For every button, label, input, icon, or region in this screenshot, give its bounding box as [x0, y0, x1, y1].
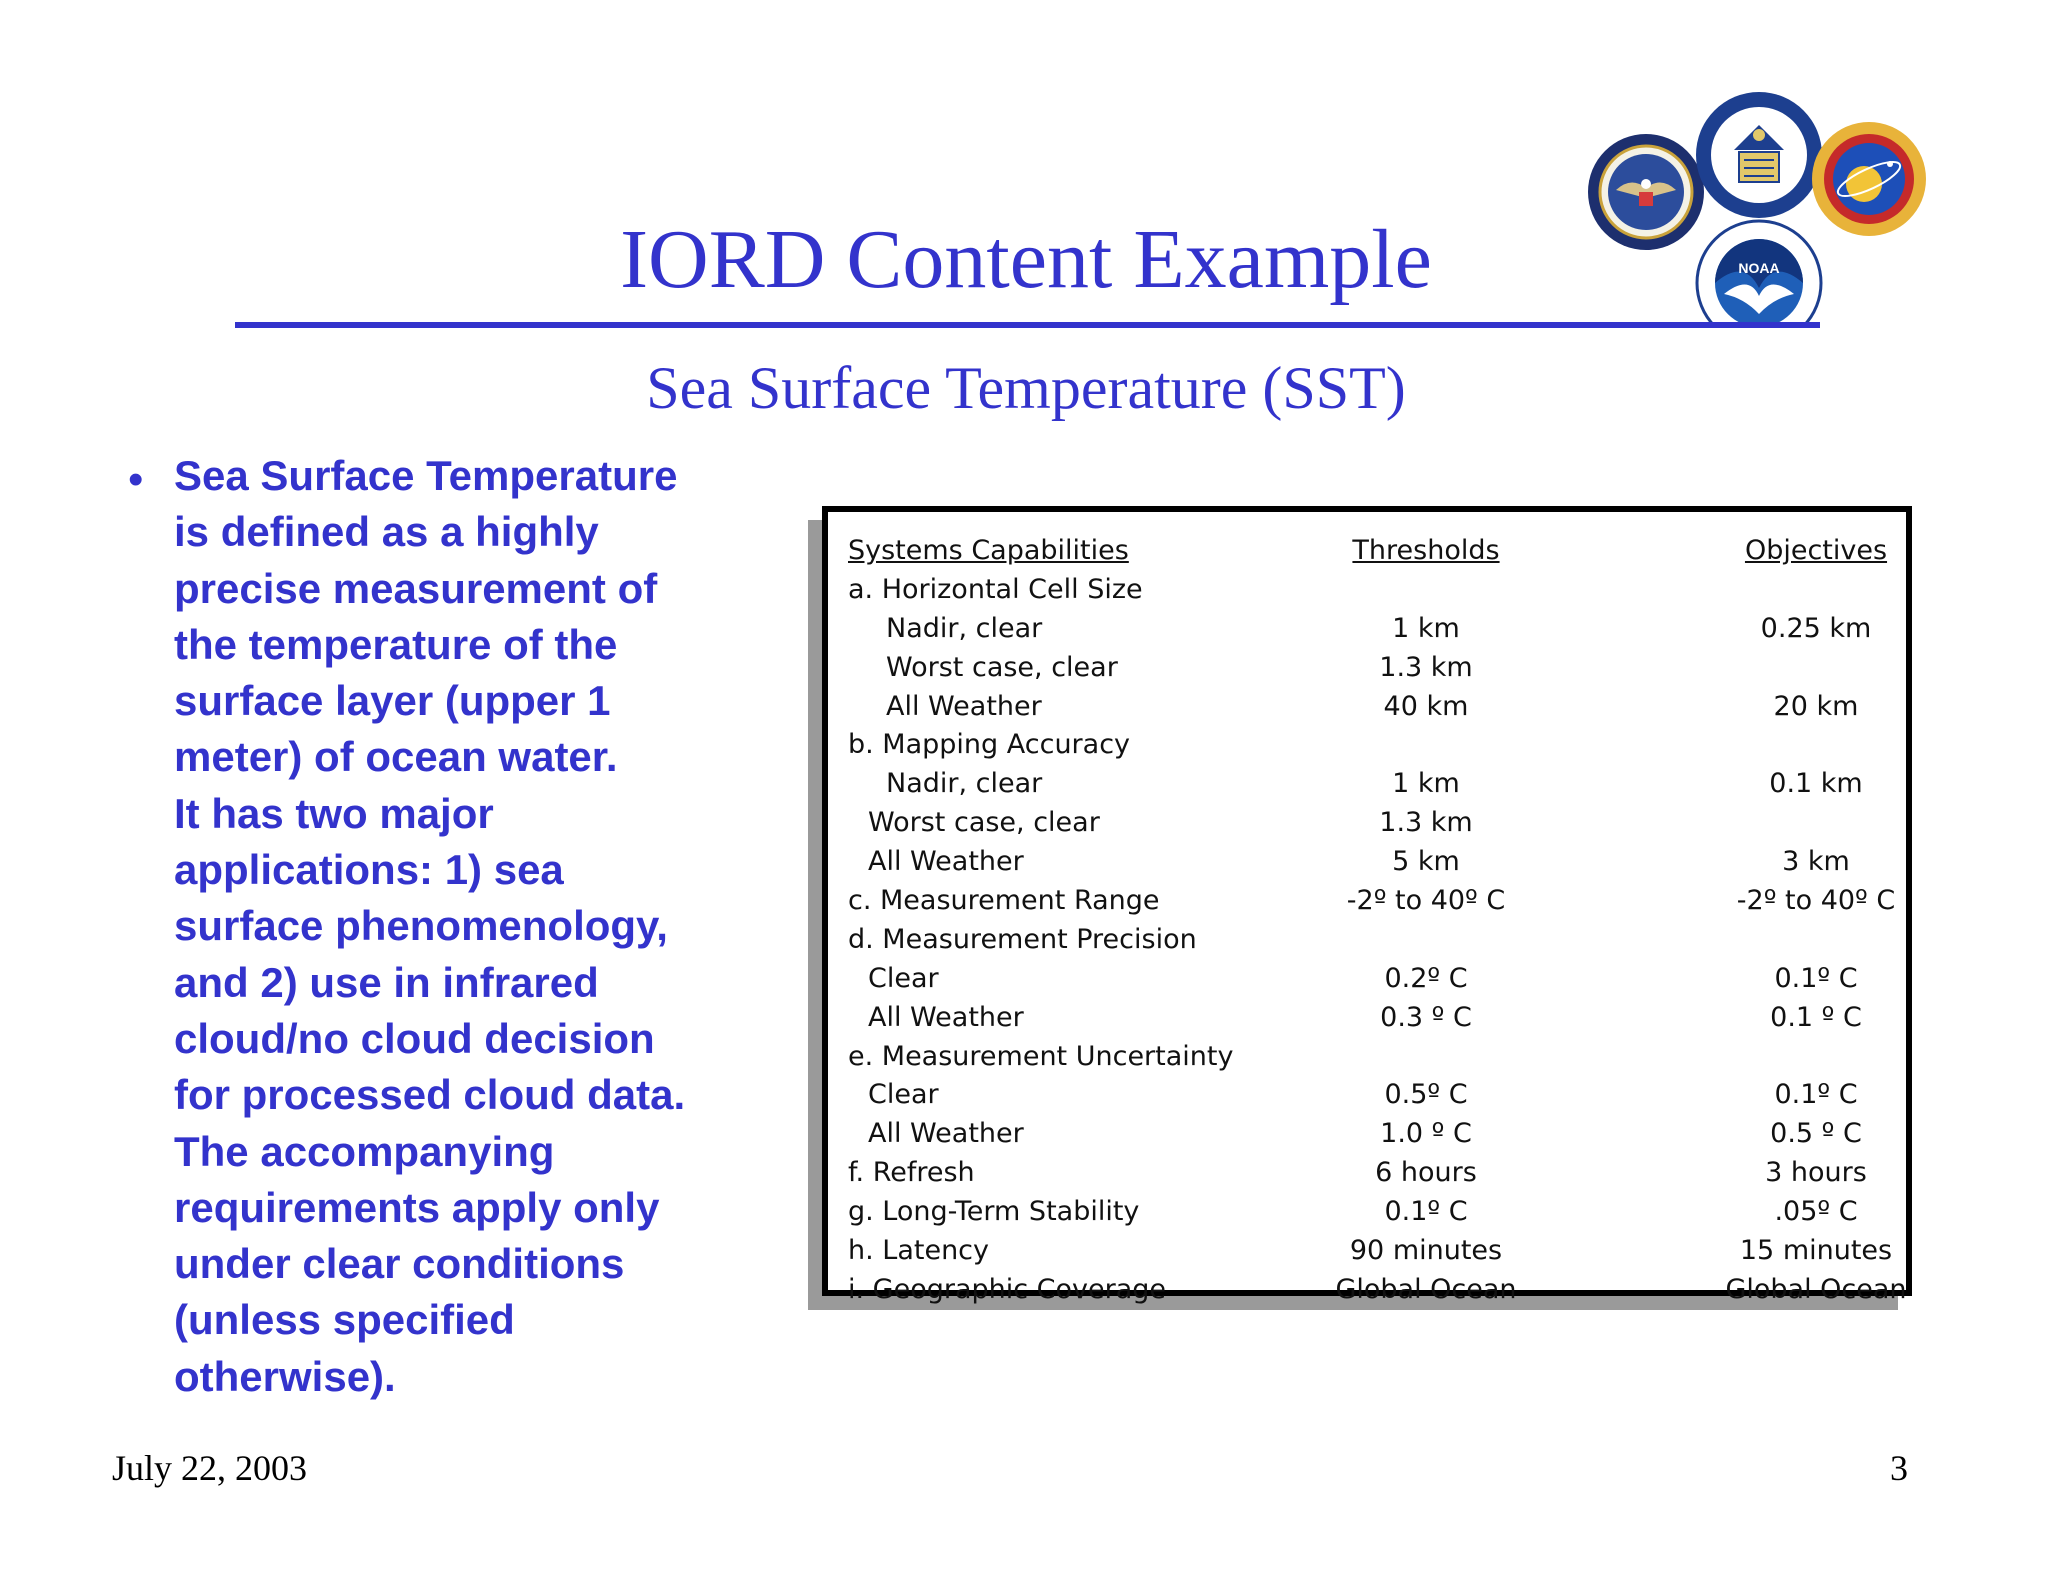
row-threshold: 1 km — [1392, 768, 1460, 800]
row-objective: 15 minutes — [1739, 1235, 1893, 1267]
table-row — [848, 882, 1896, 921]
row-label: f. Refresh — [848, 1157, 975, 1189]
row-label: h. Latency — [848, 1235, 989, 1267]
table-row — [848, 1193, 1888, 1232]
row-label: b. Mapping Accuracy — [848, 729, 1131, 761]
table-row — [848, 649, 1888, 688]
row-threshold: 0.2º C — [1384, 962, 1468, 994]
table-row — [848, 726, 1888, 765]
table-row — [848, 1115, 1888, 1154]
row-threshold: 1.0 º C — [1380, 1118, 1472, 1150]
footer-date: July 22, 2003 — [112, 1448, 308, 1488]
title-divider — [235, 322, 1820, 328]
nasa-seal-logo — [1810, 120, 1928, 238]
table-row — [848, 1232, 1893, 1271]
table-row — [848, 960, 1888, 999]
bullet-line: surface phenomenology, — [174, 902, 668, 950]
bullet-line: for processed cloud data. — [174, 1071, 686, 1119]
row-label: c. Measurement Range — [848, 885, 1160, 917]
bullet-line: It has two major — [174, 789, 494, 837]
table-row — [848, 1154, 1888, 1193]
page-number: 3 — [1890, 1448, 1908, 1488]
slide-title: IORD Content Example — [620, 213, 1432, 306]
row-label: All Weather — [868, 1001, 1024, 1033]
bullet-line: Sea Surface Temperature — [174, 452, 678, 499]
row-label: g. Long-Term Stability — [848, 1196, 1140, 1228]
row-label: Worst case, clear — [868, 807, 1100, 839]
row-threshold: 90 minutes — [1349, 1235, 1503, 1267]
table-row — [848, 1038, 1888, 1077]
row-threshold: 5 km — [1392, 846, 1460, 878]
table-row — [848, 843, 1888, 882]
header-thresholds: Thresholds — [1352, 535, 1500, 566]
row-threshold: 6 hours — [1375, 1157, 1477, 1189]
bullet-line: (unless specified — [174, 1296, 515, 1344]
row-label: All Weather — [868, 1118, 1024, 1150]
row-threshold: -2º to 40º C — [1346, 885, 1506, 917]
bullet-line: precise measurement of — [174, 564, 658, 612]
noaa-label: NOAA — [1738, 260, 1780, 276]
table-row — [848, 688, 1888, 727]
row-objective: .05º C — [1774, 1196, 1858, 1228]
table-row — [848, 765, 1888, 804]
row-label: Nadir, clear — [886, 612, 1043, 644]
bullet-line: is defined as a highly — [174, 508, 599, 556]
row-objective: -2º to 40º C — [1736, 885, 1896, 917]
table-row — [848, 921, 1888, 960]
bullet-line: cloud/no cloud decision — [174, 1014, 655, 1062]
header-objectives: Objectives — [1744, 535, 1888, 566]
header-capabilities: Systems Capabilities — [848, 535, 1129, 566]
row-objective: 3 km — [1782, 846, 1850, 878]
table-row — [848, 1076, 1888, 1115]
table-row — [848, 571, 1888, 610]
bullet-line: and 2) use in infrared — [174, 958, 599, 1006]
row-threshold: 0.5º C — [1384, 1079, 1468, 1111]
bullet-line: meter) of ocean water. — [174, 733, 618, 781]
table-body — [848, 532, 1907, 1310]
table-header-row — [848, 532, 1888, 571]
row-objective: 0.5 º C — [1770, 1118, 1862, 1150]
row-objective: 0.1º C — [1774, 962, 1858, 994]
row-objective: 20 km — [1773, 690, 1859, 722]
bullet-line: The accompanying — [174, 1127, 555, 1175]
table-row — [848, 999, 1888, 1038]
bullet-line: under clear conditions — [174, 1240, 625, 1288]
table-row — [848, 610, 1888, 649]
row-threshold: 1.3 km — [1379, 807, 1473, 839]
slide-subtitle: Sea Surface Temperature (SST) — [646, 355, 1406, 421]
row-label: i. Geographic Coverage — [848, 1273, 1167, 1305]
requirements-table — [822, 506, 1912, 1305]
row-label: e. Measurement Uncertainty — [848, 1040, 1234, 1072]
row-objective: 3 hours — [1765, 1157, 1867, 1189]
table-row — [848, 1271, 1907, 1310]
bullet-marker: • — [128, 455, 144, 504]
row-threshold: 0.1º C — [1384, 1196, 1468, 1228]
commerce-seal-logo — [1694, 90, 1824, 220]
row-threshold: 0.3 º C — [1380, 1001, 1472, 1033]
row-threshold: Global Ocean — [1335, 1273, 1517, 1305]
row-objective: 0.1º C — [1774, 1079, 1858, 1111]
row-label: Nadir, clear — [886, 768, 1043, 800]
row-label: All Weather — [886, 690, 1042, 722]
row-objective: 0.1 km — [1769, 768, 1863, 800]
row-label: a. Horizontal Cell Size — [848, 573, 1143, 605]
table-row — [848, 804, 1888, 843]
row-threshold: 40 km — [1383, 690, 1469, 722]
bullet-line: surface layer (upper 1 — [174, 677, 611, 725]
row-objective: 0.25 km — [1760, 612, 1872, 644]
bullet-line: requirements apply only — [174, 1183, 660, 1231]
row-label: Clear — [868, 1079, 939, 1111]
bullet-line: applications: 1) sea — [174, 846, 564, 894]
bullet-paragraph — [174, 448, 774, 1405]
bullet-line: otherwise). — [174, 1352, 396, 1400]
row-threshold: 1 km — [1392, 612, 1460, 644]
row-threshold: 1.3 km — [1379, 651, 1473, 683]
row-label: d. Measurement Precision — [848, 923, 1197, 955]
row-objective: 0.1 º C — [1770, 1001, 1862, 1033]
table-rows — [848, 571, 1907, 1310]
row-label: Clear — [868, 962, 939, 994]
row-objective: Global Ocean — [1725, 1273, 1907, 1305]
row-label: All Weather — [868, 846, 1024, 878]
row-label: Worst case, clear — [886, 651, 1118, 683]
bullet-line: the temperature of the — [174, 620, 618, 668]
